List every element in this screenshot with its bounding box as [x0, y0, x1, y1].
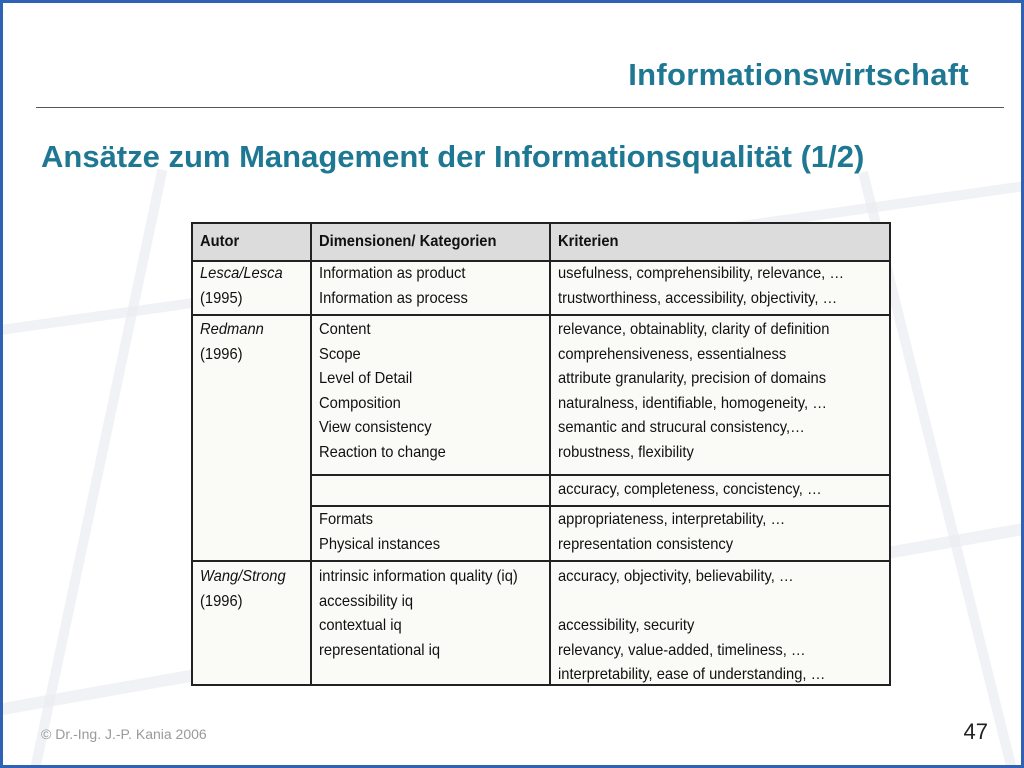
- header-kriterien: Kriterien: [558, 233, 619, 250]
- criteria-cell: relevance, obtainablity, clarity of definition comprehensiveness, essentialness attribute granularity, precision of domains naturalness, identifiable, homogeneity, … semantic and strucural consistency,… robustness, flexibility: [558, 321, 830, 461]
- scanned-table: [191, 222, 891, 686]
- table-divider: [549, 224, 551, 684]
- table-divider: [310, 224, 312, 684]
- table-divider: [310, 505, 889, 507]
- table-divider: [193, 314, 889, 316]
- copyright-footer: © Dr.-Ing. J.-P. Kania 2006: [41, 726, 207, 742]
- header-divider: [36, 107, 1004, 108]
- criteria-cell: appropriateness, interpretability, … representation consistency: [558, 511, 786, 553]
- table-divider: [310, 474, 889, 476]
- criteria-cell: accuracy, objectivity, believability, … accessibility, security relevancy, value-added, timeliness, … interpretability, ease of understanding, …: [558, 568, 826, 683]
- header-dimensionen: Dimensionen/ Kategorien: [319, 233, 497, 250]
- header-autor: Autor: [200, 233, 240, 250]
- author-cell: Redmann (1996): [200, 321, 264, 363]
- dimension-cell: Content Scope Level of Detail Composition View consistency Reaction to change: [319, 321, 446, 461]
- criteria-cell: accuracy, completeness, concistency, …: [558, 481, 822, 498]
- dimension-cell: Information as product Information as process: [319, 265, 468, 307]
- table-header-row: [193, 224, 889, 260]
- table-divider: [193, 560, 889, 562]
- dimension-cell: Formats Physical instances: [319, 511, 441, 553]
- author-cell: Lesca/Lesca (1995): [200, 265, 283, 307]
- page-number: 47: [963, 719, 988, 744]
- slide-title: Ansätze zum Management der Informationsqualität (1/2): [41, 139, 865, 174]
- criteria-cell: usefulness, comprehensibility, relevance, … trustworthiness, accessibility, objectivity, …: [558, 265, 845, 307]
- dimension-cell: intrinsic information quality (iq) accessibility iq contextual iq representational iq: [319, 568, 518, 659]
- author-cell: Wang/Strong (1996): [200, 568, 286, 610]
- header-title: Informationswirtschaft: [628, 57, 969, 92]
